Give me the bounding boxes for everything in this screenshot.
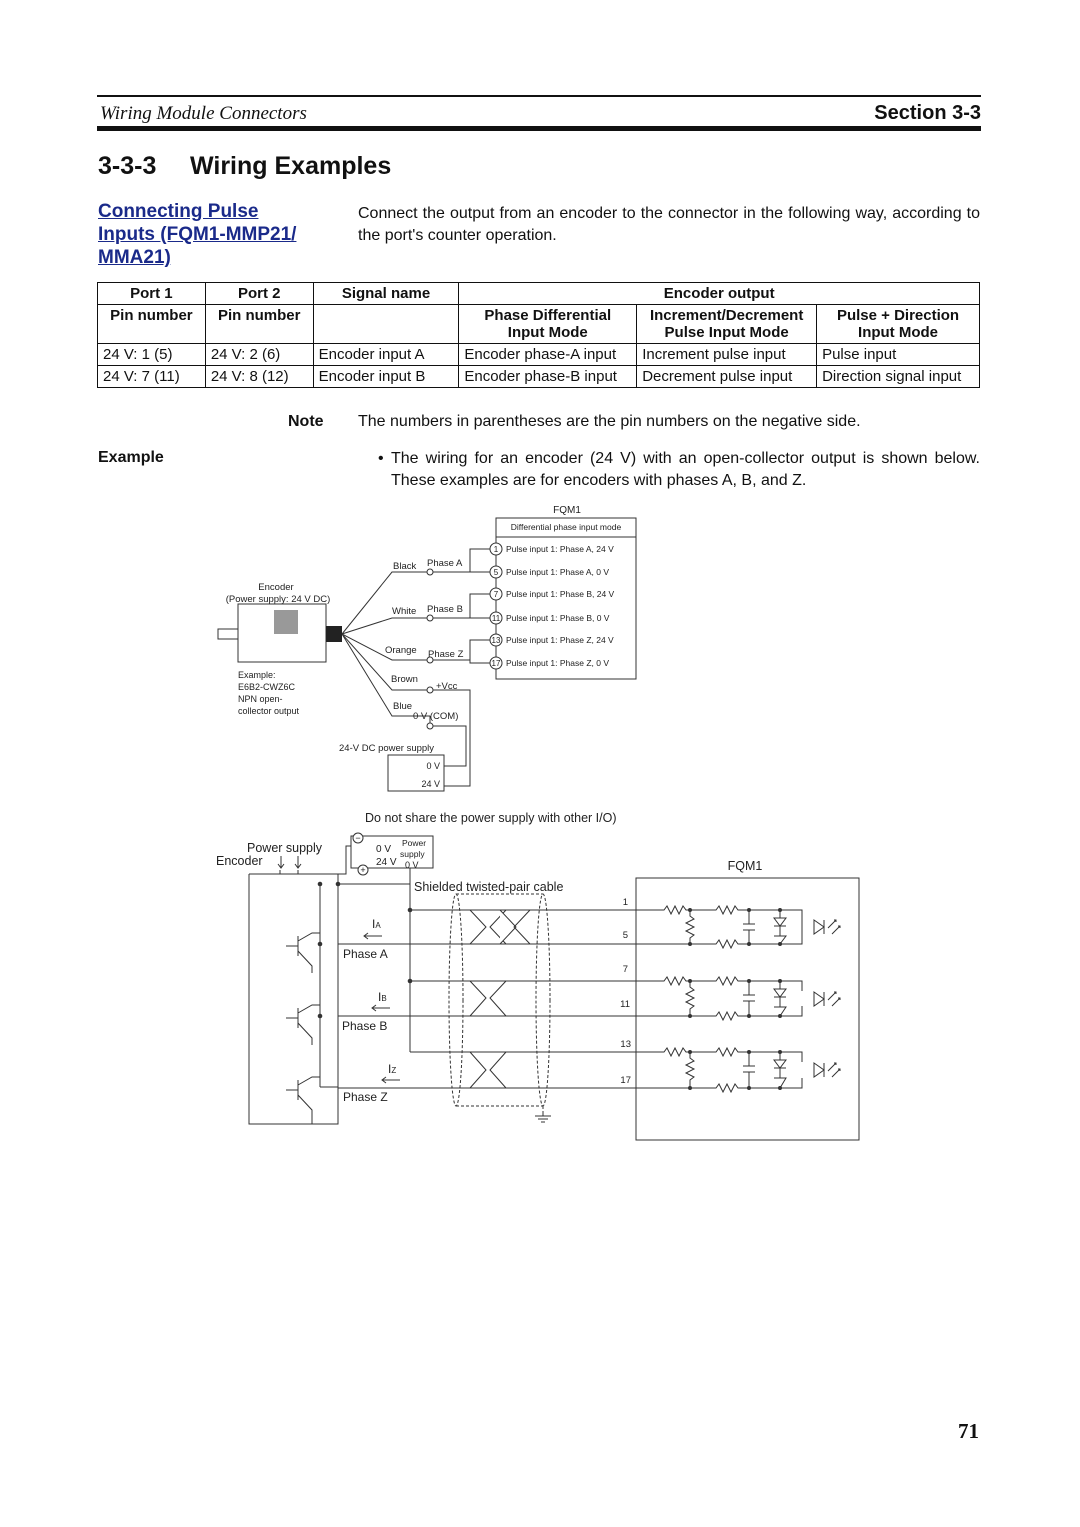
table-cell: Pulse input <box>817 344 980 366</box>
table-cell: Decrement pulse input <box>637 366 817 388</box>
svg-text:−: − <box>355 833 361 843</box>
table-cell: Increment pulse input <box>637 344 817 366</box>
pin-number: 5 <box>493 568 499 577</box>
encoder-wiring-diagram <box>200 498 650 798</box>
com-label: 0 V (COM) <box>413 711 459 722</box>
psu-label-1: Power <box>402 838 427 848</box>
example-model-line: collector output <box>238 706 300 716</box>
example-label: Example <box>98 449 164 466</box>
current-label: IZ <box>388 1062 397 1076</box>
col-header-pin1: Pin number <box>98 305 206 344</box>
wire-color-label: Brown <box>391 674 418 685</box>
pin-number: 11 <box>491 614 501 623</box>
note-text: The numbers in parentheses are the pin numbers on the negative side. <box>358 413 861 430</box>
encoder-label: Encoder <box>216 854 263 868</box>
table-cell: Encoder input A <box>313 344 459 366</box>
pin-label: Pulse input 1: Phase Z, 24 V <box>506 635 614 645</box>
phase-label: Phase B <box>427 604 463 615</box>
wire-color-label: Orange <box>385 645 417 656</box>
psu-0v: 0 V <box>376 844 392 855</box>
cable-label: Shielded twisted-pair cable <box>414 880 564 894</box>
wire-color-label: Blue <box>393 701 413 712</box>
col-header-signal: Signal name <box>313 283 459 305</box>
current-label: IB <box>378 990 387 1004</box>
encoder-power-label: (Power supply: 24 V DC) <box>225 594 331 605</box>
col-header-mode-incdec: Increment/Decrement Pulse Input Mode <box>637 305 817 344</box>
col-header-mode-phase: Phase Differential Input Mode <box>459 305 637 344</box>
table-cell: Encoder input B <box>313 366 459 388</box>
psu-label-2: supply <box>400 849 425 859</box>
subsection-line-1: Connecting Pulse <box>98 201 259 222</box>
terminal-number: 5 <box>622 930 628 941</box>
col-header-encoder-output: Encoder output <box>459 283 980 305</box>
fqm1-pin-list <box>490 543 615 669</box>
example-text <box>378 448 980 492</box>
encoder-shaft <box>218 629 238 639</box>
col-header-blank <box>313 305 459 344</box>
section-title-text: Wiring Examples <box>190 152 392 180</box>
header-top-rule <box>97 95 981 97</box>
col-header-mode-pulsedir: Pulse + Direction Input Mode <box>817 305 980 344</box>
terminal-number: 17 <box>620 1075 631 1086</box>
pin-number: 1 <box>493 545 499 554</box>
pin-number: 13 <box>491 636 501 645</box>
pin-label: Pulse input 1: Phase B, 24 V <box>506 589 615 599</box>
phase-label: Phase Z <box>343 1090 388 1104</box>
fqm1-label: FQM1 <box>727 859 763 873</box>
col-header-pin2: Pin number <box>205 305 313 344</box>
table-cell: 24 V: 2 (6) <box>205 344 313 366</box>
pin-label: Pulse input 1: Phase B, 0 V <box>506 613 610 623</box>
table-subheader-row <box>98 305 980 344</box>
pin-number: 7 <box>493 590 499 599</box>
wire-color-label: Black <box>393 561 417 572</box>
pin-label: Pulse input 1: Phase A, 0 V <box>506 567 610 577</box>
chapter-title: Wiring Module Connectors <box>100 103 307 124</box>
col-header-port2: Port 2 <box>205 283 313 305</box>
phase-label: Phase A <box>427 558 463 569</box>
encoder-window <box>274 610 298 634</box>
page-number: 71 <box>958 1419 979 1443</box>
example-model-line: NPN open- <box>238 694 283 704</box>
pin-label: Pulse input 1: Phase Z, 0 V <box>506 658 610 668</box>
table-row <box>98 344 980 366</box>
circuit-schematic <box>210 805 870 1145</box>
col-header-port1: Port 1 <box>98 283 206 305</box>
fqm1-label: FQM1 <box>553 505 581 516</box>
subsection-heading <box>98 200 338 269</box>
encoder-label: Encoder <box>258 582 294 593</box>
phase-label: Phase B <box>342 1019 388 1033</box>
psu-24v-label: 24 V <box>421 779 440 789</box>
section-label: Section 3-3 <box>874 102 981 124</box>
table-row <box>98 366 980 388</box>
table-cell: Encoder phase-B input <box>459 366 637 388</box>
vcc-label: +Vcc <box>436 681 458 692</box>
power-supply-label: Power supply <box>247 841 323 855</box>
encoder-cable-gland <box>326 626 342 642</box>
svg-text:+: + <box>360 865 366 875</box>
fqm1-input-box <box>636 878 859 1140</box>
psu-24v: 24 V <box>376 857 397 868</box>
table-cell: 24 V: 7 (11) <box>98 366 206 388</box>
psu-0v-label: 0 V <box>426 761 440 771</box>
subsection-line-3: MMA21) <box>98 247 171 268</box>
pin-label: Pulse input 1: Phase A, 24 V <box>506 544 614 554</box>
power-warning: Do not share the power supply with other I/O) <box>365 811 617 825</box>
terminal-number: 7 <box>622 964 628 975</box>
twist-marks <box>470 910 530 1088</box>
mode-label: Differential phase input mode <box>510 522 622 532</box>
current-label: IA <box>372 917 381 931</box>
note-label: Note <box>288 413 324 430</box>
terminal-number: 1 <box>622 897 628 908</box>
example-model-line: Example: <box>238 670 276 680</box>
pin-table <box>97 282 980 388</box>
table-header-row <box>98 283 980 305</box>
header-bottom-rule <box>97 126 981 131</box>
bullet: • <box>378 450 384 467</box>
phase-label: Phase Z <box>428 649 464 660</box>
terminal-number: 13 <box>620 1039 631 1050</box>
section-heading <box>98 152 391 181</box>
table-cell: 24 V: 8 (12) <box>205 366 313 388</box>
table-cell: 24 V: 1 (5) <box>98 344 206 366</box>
input-circuits <box>636 906 840 1092</box>
pin-number: 17 <box>491 659 501 668</box>
psu-label: 24-V DC power supply <box>339 743 435 754</box>
section-number: 3-3-3 <box>98 152 157 180</box>
psu-zero: 0 V <box>405 860 419 870</box>
terminal-number: 11 <box>620 999 630 1010</box>
example-model-line: E6B2-CWZ6C <box>238 682 296 692</box>
phase-label: Phase A <box>343 947 388 961</box>
subsection-line-2: Inputs (FQM1-MMP21/ <box>98 224 297 245</box>
intro-paragraph: Connect the output from an encoder to the connector in the following way, according to the port's counter operation. <box>358 205 980 244</box>
table-cell: Direction signal input <box>817 366 980 388</box>
example-body: The wiring for an encoder (24 V) with an open-collector output is shown below. These examples are for encoders with phases A, B, and Z. <box>391 450 980 489</box>
table-cell: Encoder phase-A input <box>459 344 637 366</box>
wire-color-label: White <box>392 606 417 617</box>
